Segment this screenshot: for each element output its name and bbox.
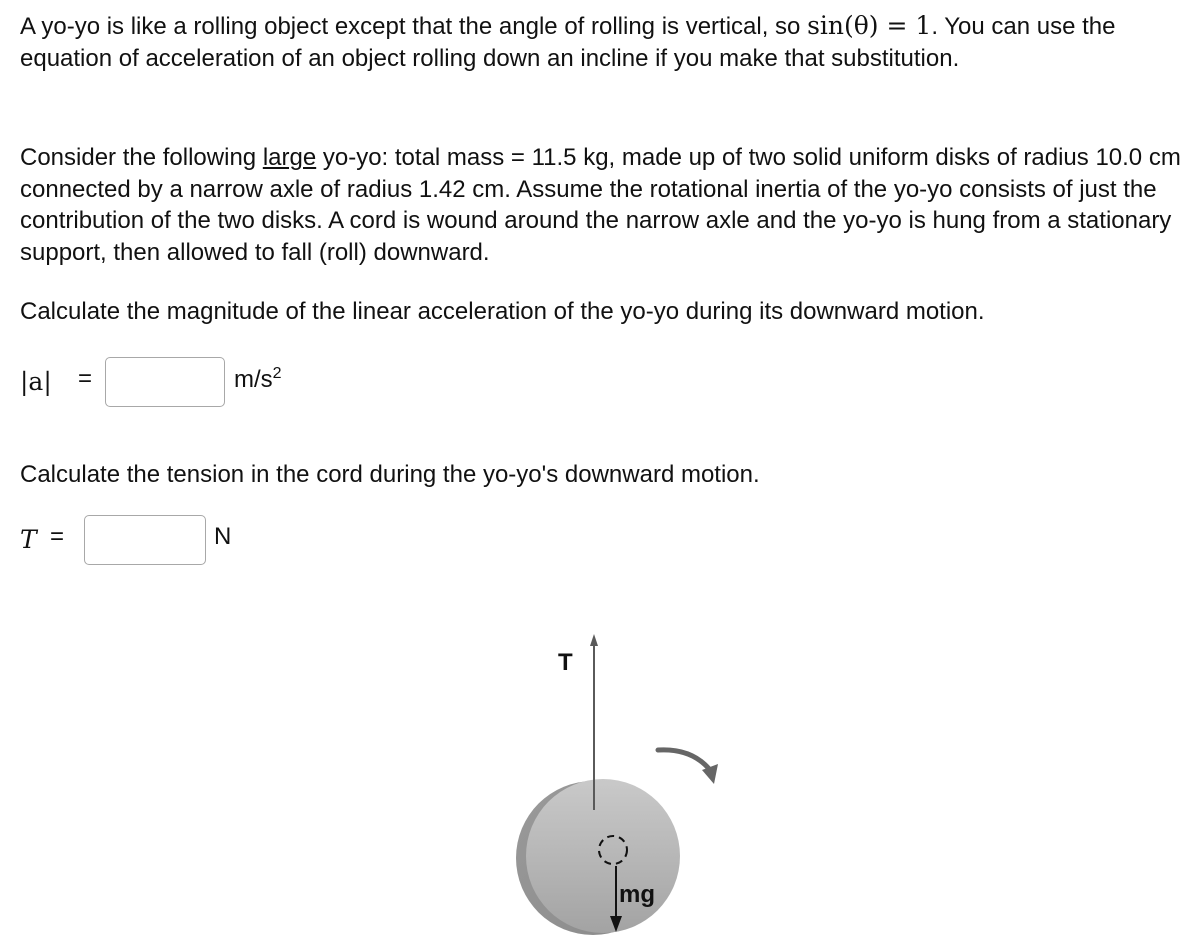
acceleration-unit-exponent: 2 [272,365,282,382]
sin-theta-equation: sin(θ) = 1 [807,11,932,40]
large-emphasis: large [262,144,317,171]
yoyo-front-disk [526,779,680,933]
intro-text-after: . You can use the equation of acceleration of an object rolling down an incline if you make that substitution. [20,13,1116,72]
tension-arrow-head [590,634,598,646]
rotation-arrow-arc [658,750,710,770]
problem-text-after: yo-yo: total mass = 11.5 kg, made up of two solid uniform disks of radius 10.0 cm connected by a narrow axle of radius 1.42 cm. Assume the rotational inertia of the yo-yo consists of just the contribution of the two disks. A cord is wound around the narrow axle and the yo-yo is hung from a stationary support, then allowed to fall (roll) downward. [20,144,1181,266]
tension-equals: = [50,523,65,550]
acceleration-unit [234,365,282,394]
question-tension-prompt: Calculate the tension in the cord during the yo-yo's downward motion. [20,461,760,488]
weight-label: mg [619,881,655,908]
problem-text-before: Consider the following [20,144,263,171]
tension-label: T [558,649,573,676]
tension-unit: N [214,523,232,550]
problem-paragraph [20,142,1190,268]
acceleration-equals: = [78,365,93,392]
tension-variable: T [20,525,37,554]
intro-paragraph [20,10,1190,74]
acceleration-input[interactable] [105,357,225,407]
tension-input[interactable] [84,515,206,565]
question-acceleration-prompt: Calculate the magnitude of the linear acceleration of the yo-yo during its downward motion. [20,298,985,325]
yoyo-body [516,779,680,935]
acceleration-unit-base: m/s [234,366,273,393]
acceleration-variable: |a| [20,367,52,396]
yoyo-diagram [500,620,730,938]
intro-text-before: A yo-yo is like a rolling object except that the angle of rolling is vertical, so [20,13,808,40]
